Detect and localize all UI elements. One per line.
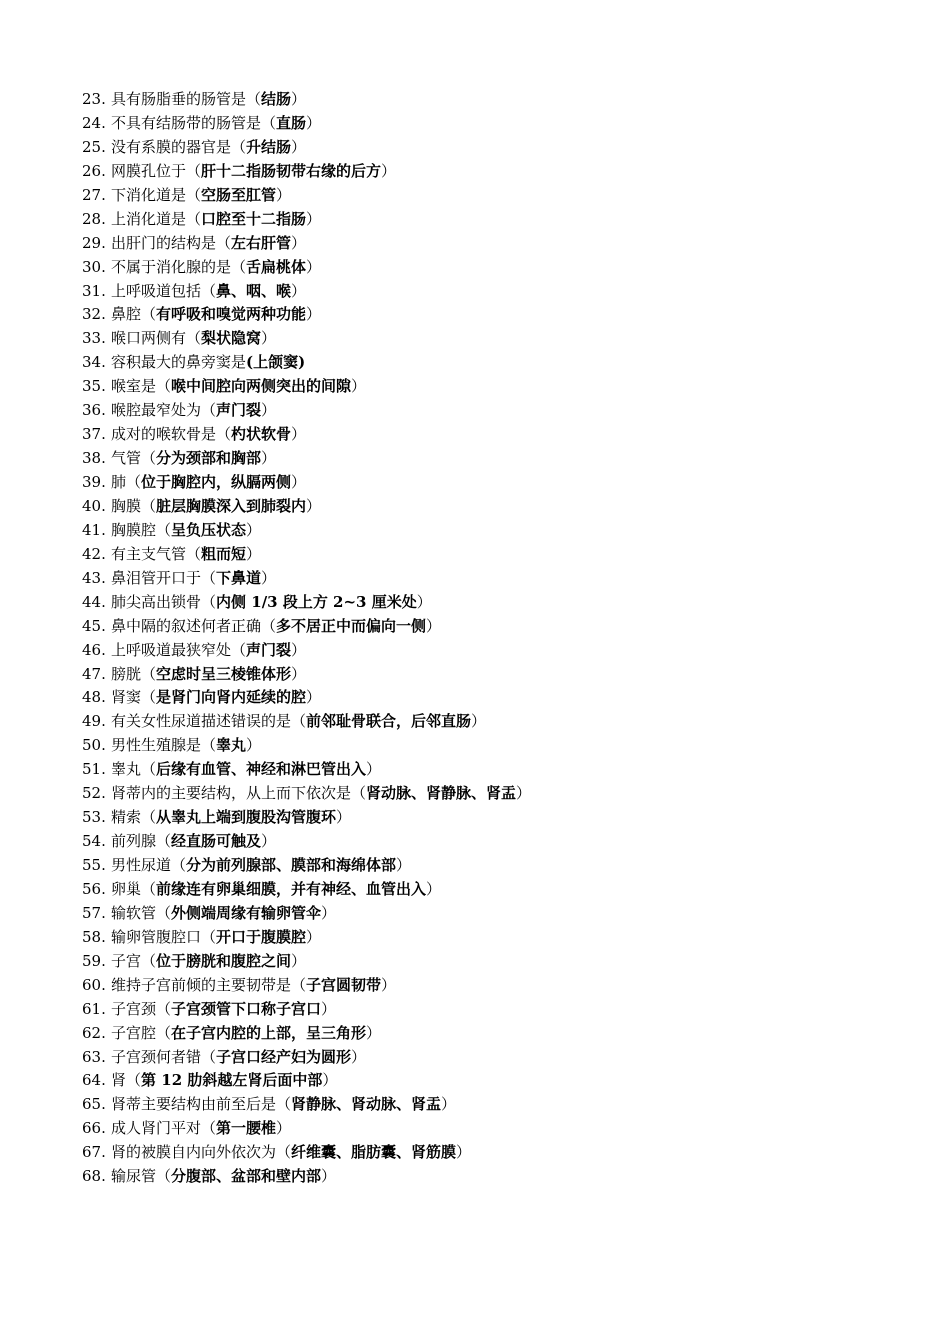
close-paren: ） — [351, 377, 367, 396]
list-item — [82, 950, 531, 974]
question-text: 有主支气管 — [111, 544, 187, 563]
list-item — [82, 208, 531, 232]
close-paren: ） — [291, 473, 307, 491]
answer-text: 多不居正中而偏向一侧 — [276, 616, 427, 635]
question-text: 上消化道是 — [111, 209, 187, 228]
list-item — [82, 615, 531, 639]
open-paren: （ — [201, 736, 217, 755]
item-number: 34. — [82, 353, 106, 372]
list-item — [82, 1069, 531, 1093]
list-item — [82, 136, 531, 160]
answer-text: 直肠 — [276, 113, 307, 132]
question-text: 子宫颈 — [111, 999, 157, 1018]
question-text: 肺 — [111, 473, 127, 491]
question-text: 上呼吸道最狭窄处 — [111, 640, 232, 659]
open-paren: （ — [231, 257, 247, 276]
item-number: 26. — [82, 161, 106, 180]
open-paren: （ — [156, 903, 172, 922]
open-paren: （ — [216, 233, 232, 252]
close-paren: ） — [291, 951, 307, 970]
open-paren: （ — [186, 544, 202, 563]
list-item — [82, 1117, 531, 1141]
open-paren: （ — [186, 161, 202, 180]
open-paren: （ — [201, 927, 217, 946]
question-text: 输卵管腹腔口 — [111, 927, 202, 946]
answer-text: 声门裂 — [246, 640, 292, 659]
list-item — [82, 686, 531, 710]
answer-text: 杓状软骨 — [231, 425, 292, 444]
answer-text: 呈负压状态 — [171, 520, 247, 539]
item-number: 61. — [82, 999, 106, 1018]
list-item — [82, 88, 531, 112]
close-paren: ） — [441, 1095, 457, 1114]
question-text: 网膜孔位于 — [111, 161, 187, 180]
question-text: 下消化道是 — [111, 185, 187, 204]
question-text: 喉腔最窄处为 — [111, 401, 202, 420]
close-paren: ） — [291, 281, 307, 300]
close-paren: ） — [366, 1023, 382, 1042]
open-paren: （ — [231, 137, 247, 156]
item-number: 45. — [82, 616, 106, 635]
answer-text: 前邻耻骨联合，后邻直肠 — [306, 712, 472, 731]
list-item — [82, 734, 531, 758]
item-number: 67. — [82, 1143, 106, 1162]
question-text: 子宫腔 — [111, 1023, 157, 1042]
answer-text: 位于膀胱和腹腔之间 — [156, 951, 292, 970]
list-item — [82, 758, 531, 782]
item-number: 66. — [82, 1119, 106, 1138]
item-number: 62. — [82, 1023, 106, 1042]
answer-text: 第 12 肋斜越左肾后面中部 — [141, 1071, 323, 1090]
item-number: 32. — [82, 305, 106, 324]
close-paren: ） — [306, 113, 322, 132]
close-paren: ） — [306, 209, 322, 228]
open-paren: （ — [201, 1119, 217, 1138]
answer-text: 梨状隐窝 — [201, 329, 262, 348]
close-paren: ） — [306, 688, 322, 707]
close-paren: ） — [416, 592, 432, 611]
item-number: 24. — [82, 113, 106, 132]
item-number: 68. — [82, 1167, 106, 1186]
answer-text: 第一腰椎 — [216, 1119, 277, 1138]
close-paren: ） — [261, 401, 277, 420]
open-paren: （ — [156, 377, 172, 396]
close-paren: ） — [306, 257, 322, 276]
list-item — [82, 423, 531, 447]
question-text: 维持子宫前倾的主要韧带是 — [111, 975, 292, 994]
list-item — [82, 471, 531, 495]
open-paren: （ — [276, 1095, 292, 1114]
question-text: 肾 — [111, 1071, 127, 1090]
item-number: 53. — [82, 808, 106, 827]
open-paren: （ — [201, 1047, 217, 1066]
question-text: 子宫 — [111, 951, 142, 970]
answer-text: 位于胸腔内，纵膈两侧 — [141, 473, 292, 491]
answer-text: 前缘连有卵巢细膜，并有神经、血管出入 — [156, 879, 427, 898]
question-text: 上呼吸道包括 — [111, 281, 202, 300]
list-item — [82, 256, 531, 280]
list-item — [82, 543, 531, 567]
open-paren: （ — [201, 281, 217, 300]
question-text: 鼻腔 — [111, 305, 142, 324]
question-text: 胸膜 — [111, 496, 142, 515]
question-text: 鼻泪管开口于 — [111, 568, 202, 587]
open-paren: （ — [171, 856, 187, 874]
list-item — [82, 519, 531, 543]
question-text: 输尿管 — [111, 1167, 157, 1186]
list-item — [82, 1046, 531, 1070]
question-text: 子宫颈何者错 — [111, 1047, 202, 1066]
item-number: 23. — [82, 90, 106, 108]
question-text: 输软管 — [111, 903, 157, 922]
item-number: 37. — [82, 425, 106, 444]
answer-text: 子宫颈管下口称子宫口 — [171, 999, 322, 1018]
answer-text: 口腔至十二指肠 — [201, 209, 307, 228]
close-paren: ） — [516, 784, 532, 803]
close-paren: ） — [291, 90, 307, 108]
open-paren: （ — [261, 113, 277, 132]
open-paren: （ — [156, 999, 172, 1018]
answer-text: 鼻、咽、喉 — [216, 281, 292, 300]
question-list — [82, 88, 531, 1189]
close-paren: ） — [246, 544, 262, 563]
answer-text: 纤维囊、脂肪囊、肾筋膜 — [291, 1143, 457, 1162]
answer-text: 内侧 1/3 段上方 2~3 厘米处 — [216, 592, 417, 611]
close-paren: ） — [471, 712, 487, 731]
item-number: 31. — [82, 281, 106, 300]
open-paren: （ — [291, 975, 307, 994]
list-item — [82, 495, 531, 519]
open-paren: （ — [156, 832, 172, 851]
open-paren: （ — [141, 808, 157, 827]
answer-text: 是肾门向肾内延续的腔 — [156, 688, 307, 707]
question-text: 男性生殖腺是 — [111, 736, 202, 755]
answer-text: (上颌窦) — [246, 353, 306, 372]
question-text: 精索 — [111, 808, 142, 827]
question-text: 成人肾门平对 — [111, 1119, 202, 1138]
item-number: 33. — [82, 329, 106, 348]
list-item — [82, 1165, 531, 1189]
answer-text: 结肠 — [261, 90, 292, 108]
item-number: 60. — [82, 975, 106, 994]
open-paren: （ — [156, 520, 172, 539]
close-paren: ） — [291, 664, 307, 683]
question-text: 喉口两侧有 — [111, 329, 187, 348]
question-text: 肾蒂内的主要结构，从上而下依次是 — [111, 784, 352, 803]
question-text: 睾丸 — [111, 760, 142, 779]
item-number: 40. — [82, 496, 106, 515]
open-paren: （ — [216, 425, 232, 444]
close-paren: ） — [381, 975, 397, 994]
answer-text: 子宫口经产妇为圆形 — [216, 1047, 352, 1066]
answer-text: 下鼻道 — [216, 568, 262, 587]
answer-text: 分为前列腺部、膜部和海绵体部 — [186, 856, 397, 874]
answer-text: 后缘有血管、神经和淋巴管出入 — [156, 760, 367, 779]
answer-text: 有呼吸和嗅觉两种功能 — [156, 305, 307, 324]
list-item — [82, 1022, 531, 1046]
item-number: 59. — [82, 951, 106, 970]
open-paren: （ — [141, 688, 157, 707]
list-item — [82, 663, 531, 687]
item-number: 58. — [82, 927, 106, 946]
list-item — [82, 639, 531, 663]
close-paren: ） — [322, 1071, 338, 1090]
list-item — [82, 567, 531, 591]
item-number: 56. — [82, 879, 106, 898]
open-paren: （ — [141, 879, 157, 898]
question-text: 不具有结肠带的肠管是 — [111, 113, 262, 132]
close-paren: ） — [306, 927, 322, 946]
answer-text: 左右肝管 — [231, 233, 292, 252]
open-paren: （ — [276, 1143, 292, 1162]
open-paren: （ — [231, 640, 247, 659]
item-number: 27. — [82, 185, 106, 204]
question-text: 前列腺 — [111, 832, 157, 851]
close-paren: ） — [456, 1143, 472, 1162]
question-text: 胸膜腔 — [111, 520, 157, 539]
list-item — [82, 1093, 531, 1117]
close-paren: ） — [351, 1047, 367, 1066]
item-number: 49. — [82, 712, 106, 731]
item-number: 42. — [82, 544, 106, 563]
item-number: 57. — [82, 903, 106, 922]
item-number: 50. — [82, 736, 106, 755]
close-paren: ） — [261, 449, 277, 468]
list-item — [82, 399, 531, 423]
close-paren: ） — [381, 161, 397, 180]
question-text: 具有肠脂垂的肠管是 — [111, 90, 247, 108]
answer-text: 升结肠 — [246, 137, 292, 156]
item-number: 65. — [82, 1095, 106, 1114]
close-paren: ） — [396, 856, 412, 874]
item-number: 29. — [82, 233, 106, 252]
list-item — [82, 232, 531, 256]
question-text: 卵巢 — [111, 879, 142, 898]
answer-text: 从睾丸上端到腹股沟管腹环 — [156, 808, 337, 827]
list-item — [82, 806, 531, 830]
question-text: 喉室是 — [111, 377, 157, 396]
open-paren: （ — [141, 449, 157, 468]
answer-text: 肾动脉、肾静脉、肾盂 — [366, 784, 517, 803]
item-number: 44. — [82, 592, 106, 611]
item-number: 38. — [82, 449, 106, 468]
open-paren: （ — [126, 473, 142, 491]
open-paren: （ — [141, 760, 157, 779]
close-paren: ） — [291, 640, 307, 659]
close-paren: ） — [291, 425, 307, 444]
close-paren: ） — [306, 496, 322, 515]
question-text: 没有系膜的器官是 — [111, 137, 232, 156]
item-number: 36. — [82, 401, 106, 420]
item-number: 41. — [82, 520, 106, 539]
list-item — [82, 303, 531, 327]
list-item — [82, 1141, 531, 1165]
list-item — [82, 974, 531, 998]
item-number: 54. — [82, 832, 106, 851]
item-number: 52. — [82, 784, 106, 803]
item-number: 48. — [82, 688, 106, 707]
close-paren: ） — [261, 329, 277, 348]
question-text: 膀胱 — [111, 664, 142, 683]
close-paren: ） — [366, 760, 382, 779]
close-paren: ） — [426, 616, 442, 635]
question-text: 肺尖高出锁骨 — [111, 592, 202, 611]
question-text: 肾窦 — [111, 688, 142, 707]
open-paren: （ — [156, 1167, 172, 1186]
open-paren: （ — [141, 951, 157, 970]
answer-text: 分腹部、盆部和壁内部 — [171, 1167, 322, 1186]
question-text: 成对的喉软骨是 — [111, 425, 217, 444]
list-item — [82, 782, 531, 806]
list-item — [82, 160, 531, 184]
open-paren: （ — [201, 592, 217, 611]
answer-text: 外侧端周缘有输卵管伞 — [171, 903, 322, 922]
answer-text: 在子宫内腔的上部，呈三角形 — [171, 1023, 367, 1042]
item-number: 63. — [82, 1047, 106, 1066]
close-paren: ） — [321, 999, 337, 1018]
list-item — [82, 830, 531, 854]
answer-text: 肝十二指肠韧带右缘的后方 — [201, 161, 382, 180]
list-item — [82, 375, 531, 399]
answer-text: 舌扁桃体 — [246, 257, 307, 276]
list-item — [82, 327, 531, 351]
open-paren: （ — [186, 329, 202, 348]
answer-text: 分为颈部和胸部 — [156, 449, 262, 468]
list-item — [82, 591, 531, 615]
list-item — [82, 447, 531, 471]
close-paren: ） — [246, 520, 262, 539]
item-number: 64. — [82, 1071, 106, 1090]
open-paren: （ — [186, 209, 202, 228]
close-paren: ） — [276, 1119, 292, 1138]
question-text: 肾的被膜自内向外依次为 — [111, 1143, 277, 1162]
answer-text: 空虑时呈三棱锥体形 — [156, 664, 292, 683]
close-paren: ） — [261, 832, 277, 851]
close-paren: ） — [321, 1167, 337, 1186]
list-item — [82, 878, 531, 902]
question-text: 容积最大的鼻旁窦是 — [111, 353, 247, 372]
item-number: 35. — [82, 377, 106, 396]
answer-text: 粗而短 — [201, 544, 247, 563]
list-item — [82, 184, 531, 208]
open-paren: （ — [141, 496, 157, 515]
open-paren: （ — [141, 664, 157, 683]
open-paren: （ — [246, 90, 262, 108]
question-text: 鼻中隔的叙述何者正确 — [111, 616, 262, 635]
item-number: 43. — [82, 568, 106, 587]
answer-text: 经直肠可触及 — [171, 832, 262, 851]
item-number: 47. — [82, 664, 106, 683]
list-item — [82, 112, 531, 136]
close-paren: ） — [291, 137, 307, 156]
item-number: 55. — [82, 856, 106, 874]
answer-text: 脏层胸膜深入到肺裂内 — [156, 496, 307, 515]
open-paren: （ — [186, 185, 202, 204]
open-paren: （ — [201, 401, 217, 420]
open-paren: （ — [261, 616, 277, 635]
list-item — [82, 902, 531, 926]
open-paren: （ — [126, 1071, 142, 1090]
list-item — [82, 998, 531, 1022]
item-number: 51. — [82, 760, 106, 779]
answer-text: 肾静脉、肾动脉、肾盂 — [291, 1095, 442, 1114]
open-paren: （ — [156, 1023, 172, 1042]
item-number: 25. — [82, 137, 106, 156]
answer-text: 子宫圆韧带 — [306, 975, 382, 994]
close-paren: ） — [246, 736, 262, 755]
answer-text: 空肠至肛管 — [201, 185, 277, 204]
list-item — [82, 351, 531, 375]
open-paren: （ — [201, 568, 217, 587]
question-text: 气管 — [111, 449, 142, 468]
answer-text: 开口于腹膜腔 — [216, 927, 307, 946]
item-number: 28. — [82, 209, 106, 228]
close-paren: ） — [426, 879, 442, 898]
close-paren: ） — [261, 568, 277, 587]
answer-text: 喉中间腔向两侧突出的间隙 — [171, 377, 352, 396]
list-item — [82, 710, 531, 734]
close-paren: ） — [291, 233, 307, 252]
close-paren: ） — [321, 903, 337, 922]
close-paren: ） — [336, 808, 352, 827]
close-paren: ） — [276, 185, 292, 204]
item-number: 46. — [82, 640, 106, 659]
list-item — [82, 280, 531, 304]
question-text: 男性尿道 — [111, 856, 172, 874]
answer-text: 睾丸 — [216, 736, 247, 755]
item-number: 39. — [82, 473, 106, 491]
open-paren: （ — [291, 712, 307, 731]
list-item — [82, 854, 531, 878]
list-item — [82, 926, 531, 950]
close-paren: ） — [306, 305, 322, 324]
question-text: 出肝门的结构是 — [111, 233, 217, 252]
question-text: 不属于消化腺的是 — [111, 257, 232, 276]
open-paren: （ — [141, 305, 157, 324]
item-number: 30. — [82, 257, 106, 276]
question-text: 肾蒂主要结构由前至后是 — [111, 1095, 277, 1114]
open-paren: （ — [351, 784, 367, 803]
answer-text: 声门裂 — [216, 401, 262, 420]
question-text: 有关女性尿道描述错误的是 — [111, 712, 292, 731]
